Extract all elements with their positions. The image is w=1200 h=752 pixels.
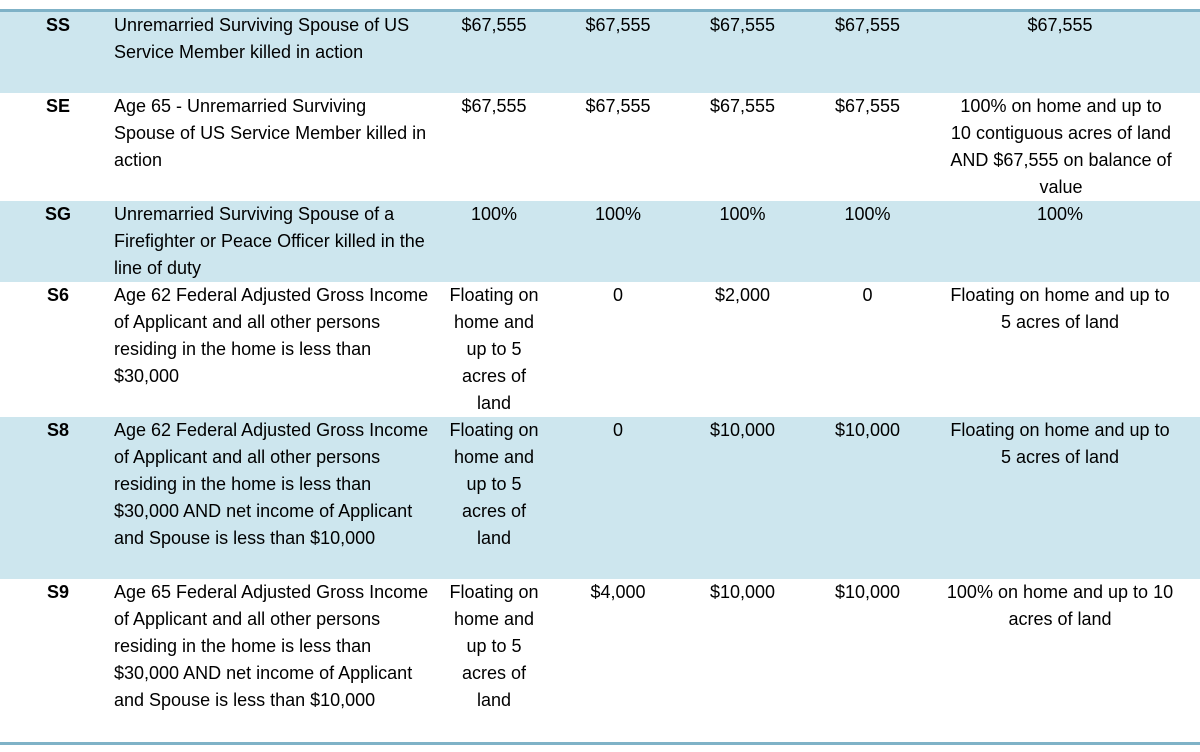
amount-cell: $67,555: [834, 96, 901, 116]
exemption-code: SS: [45, 15, 70, 35]
amount-cell: $10,000: [709, 420, 776, 440]
amount-cell: $67,555: [709, 96, 776, 116]
exemption-code: S9: [46, 582, 70, 602]
amount-cell: $10,000: [834, 420, 901, 440]
amount-cell: 100%: [1036, 204, 1084, 224]
amount-cell: $4,000: [590, 582, 646, 602]
exemption-description: Age 62 Federal Adjusted Gross Income of Applicant and all other persons residing in the home is less than $30,000: [114, 285, 429, 386]
amount-cell: 100%: [470, 204, 518, 224]
amount-cell: 0: [612, 420, 623, 440]
amount-cell: 100%: [594, 204, 642, 224]
amount-cell: Floating on home and up to 5 acres of land: [950, 285, 1170, 332]
amount-cell: 100%: [844, 204, 891, 224]
exemption-description: Unremarried Surviving Spouse of a Firefighter or Peace Officer killed in the line of duty: [114, 204, 425, 278]
table-row: [0, 417, 1200, 579]
amount-cell: Floating on home and up to 5 acres of land: [449, 582, 539, 710]
exemption-description: Age 65 - Unremarried Surviving Spouse of US Service Member killed in action: [114, 96, 427, 170]
amount-cell: 0: [862, 285, 873, 305]
exemption-code: S8: [46, 420, 70, 440]
table-row: [0, 201, 1200, 282]
amount-cell: $10,000: [834, 582, 901, 602]
amount-cell: $67,555: [709, 15, 776, 35]
exemption-code: S6: [46, 285, 70, 305]
exemption-description: Age 62 Federal Adjusted Gross Income of Applicant and all other persons residing in the home is less than $30,000 AND net income of Applicant and Spouse is less than $10,000: [114, 420, 429, 548]
table-row: [0, 12, 1200, 93]
amount-cell: $67,555: [834, 15, 901, 35]
amount-cell: $67,555: [585, 15, 651, 35]
table-row: [0, 282, 1200, 417]
exemption-code: SE: [45, 96, 70, 116]
amount-cell: 100% on home and up to 10 acres of land: [946, 582, 1174, 629]
amount-cell: $10,000: [709, 582, 776, 602]
amount-cell: Floating on home and up to 5 acres of land: [449, 420, 539, 548]
exemption-description: Age 65 Federal Adjusted Gross Income of Applicant and all other persons residing in the home is less than $30,000 AND net income of Applicant and Spouse is less than $10,000: [114, 582, 429, 710]
table-bottom-rule: [0, 742, 1200, 745]
table-row: [0, 579, 1200, 742]
exemption-description: Unremarried Surviving Spouse of US Service Member killed in action: [114, 15, 410, 62]
amount-cell: 100%: [719, 204, 766, 224]
amount-cell: $67,555: [461, 96, 527, 116]
exemption-code: SG: [44, 204, 71, 224]
amount-cell: $67,555: [585, 96, 651, 116]
amount-cell: $67,555: [461, 15, 527, 35]
amount-cell: $2,000: [714, 285, 771, 305]
table-row: [0, 93, 1200, 201]
amount-cell: 0: [612, 285, 623, 305]
amount-cell: Floating on home and up to 5 acres of land: [449, 285, 539, 413]
amount-cell: Floating on home and up to 5 acres of land: [950, 420, 1170, 467]
amount-cell: $67,555: [1027, 15, 1093, 35]
amount-cell: 100% on home and up to 10 contiguous acres of land AND $67,555 on balance of value: [950, 96, 1172, 197]
